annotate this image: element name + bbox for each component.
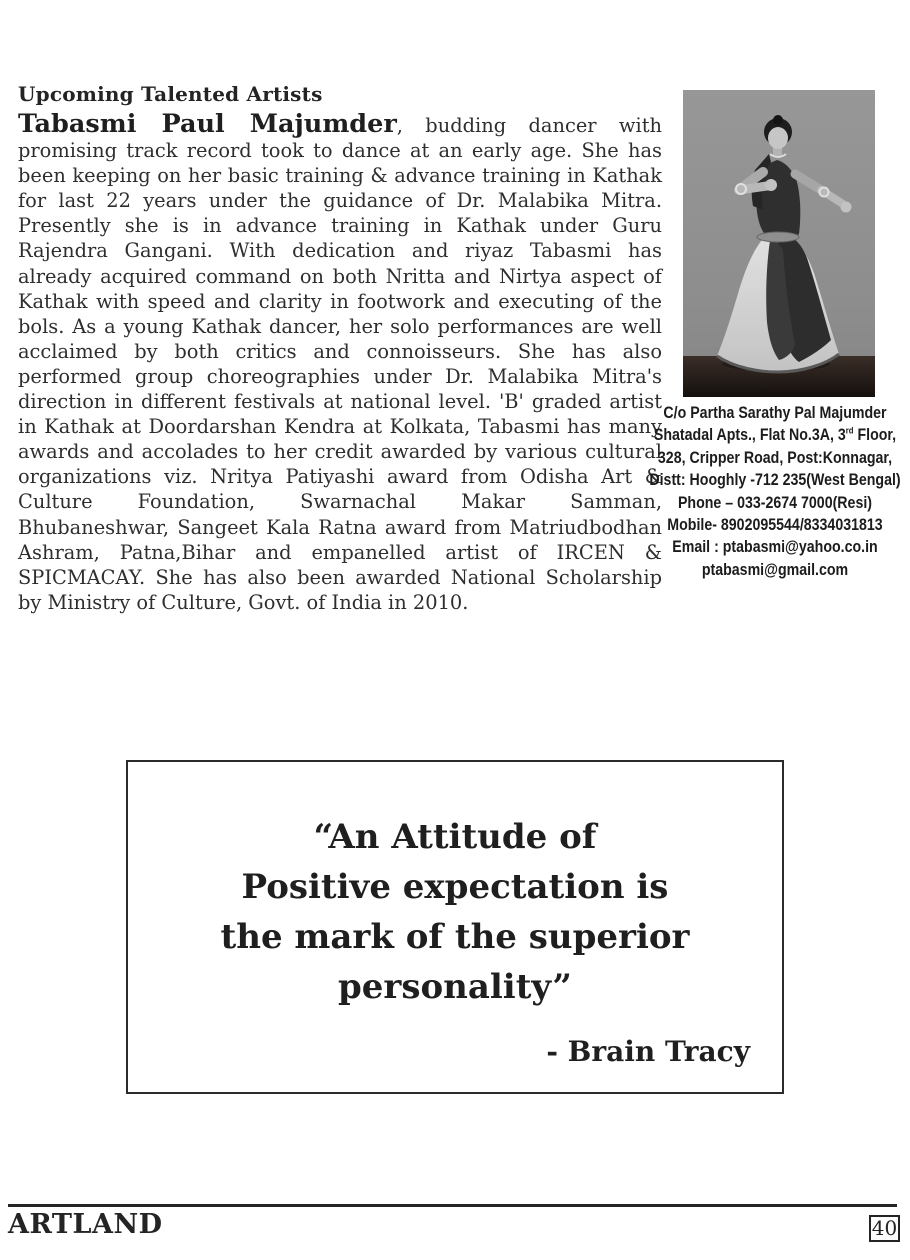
contact-line-co: C/o Partha Sarathy Pal Majumder xyxy=(663,404,887,422)
contact-line-address2: 328, Cripper Road, Post:Konnagar, xyxy=(657,448,893,467)
contact-line-email2: ptabasmi@gmail.com xyxy=(701,560,849,579)
contact-block xyxy=(646,402,904,581)
contact-line-address1 xyxy=(646,424,904,446)
magazine-title: ARTLAND xyxy=(8,1209,163,1240)
quote-line-2: Positive expectation is xyxy=(241,867,669,907)
contact-line-mobile: Mobile- 8902095544/8334031813 xyxy=(667,516,883,535)
page-number: 40 xyxy=(869,1215,900,1242)
quote-attribution: - Brain Tracy xyxy=(546,1035,750,1068)
footer-divider xyxy=(8,1204,897,1207)
kathak-dancer-photo-illustration xyxy=(683,90,875,397)
article-paragraph xyxy=(18,109,662,615)
quote-box xyxy=(126,760,784,1094)
quote-text xyxy=(128,762,782,1012)
contact-line-email: Email : ptabasmi@yahoo.co.in xyxy=(672,538,878,557)
contact-line-district: Distt: Hooghly -712 235(West Bengal) xyxy=(649,471,901,490)
contact-ordinal-superscript: rd xyxy=(845,425,854,436)
section-heading: Upcoming Talented Artists xyxy=(18,82,323,106)
quote-line-1: “An Attitude of xyxy=(313,817,597,857)
contact-line-phone: Phone – 033-2674 7000(Resi) xyxy=(677,493,873,512)
artist-name: Tabasmi Paul Majumder xyxy=(18,109,397,139)
quote-line-4: personality” xyxy=(338,967,572,1007)
contact-address1-text: Shatadal Apts., Flat No.3A, 3 xyxy=(653,426,846,445)
quote-line-3: the mark of the superior xyxy=(220,917,690,957)
artist-photo xyxy=(683,90,875,397)
contact-address1-tail: Floor, xyxy=(853,426,897,445)
article-body-text: , budding dancer with promising track record took to dance at an early age. She has been keeping on her basic training & advance training in Kathak for last 22 years under the guidance of Dr. Malabika Mitra. Presently she is in advance training in Kathak under Guru Rajendra Gangani. With dedication and riyaz Tabasmi has already acquired command on both Nritta and Nirtya aspect of Kathak with speed and clarity in footwork and executing of the bols. As a young Kathak dancer, her solo performances are well acclaimed by both critics and connoisseurs. She has also performed group choreographies under Dr. Malabika Mitra's direction in different festivals at national level. 'B' graded artist in Kathak at Doordarshan Kendra at Kolkata, Tabasmi has many awards and accolades to her credit awarded by various cultural organizations viz. Nritya Patiyashi award from Odisha Art & Culture Foundation, Swarnachal Makar Samman, Bhubaneshwar, Sangeet Kala Ratna award from Matriudbodhan Ashram, Patna,Bihar and empanelled artist of IRCEN & SPICMACAY. She has also been awarded National Scholarship by Ministry of Culture, Govt. of India in 2010. xyxy=(18,114,662,614)
